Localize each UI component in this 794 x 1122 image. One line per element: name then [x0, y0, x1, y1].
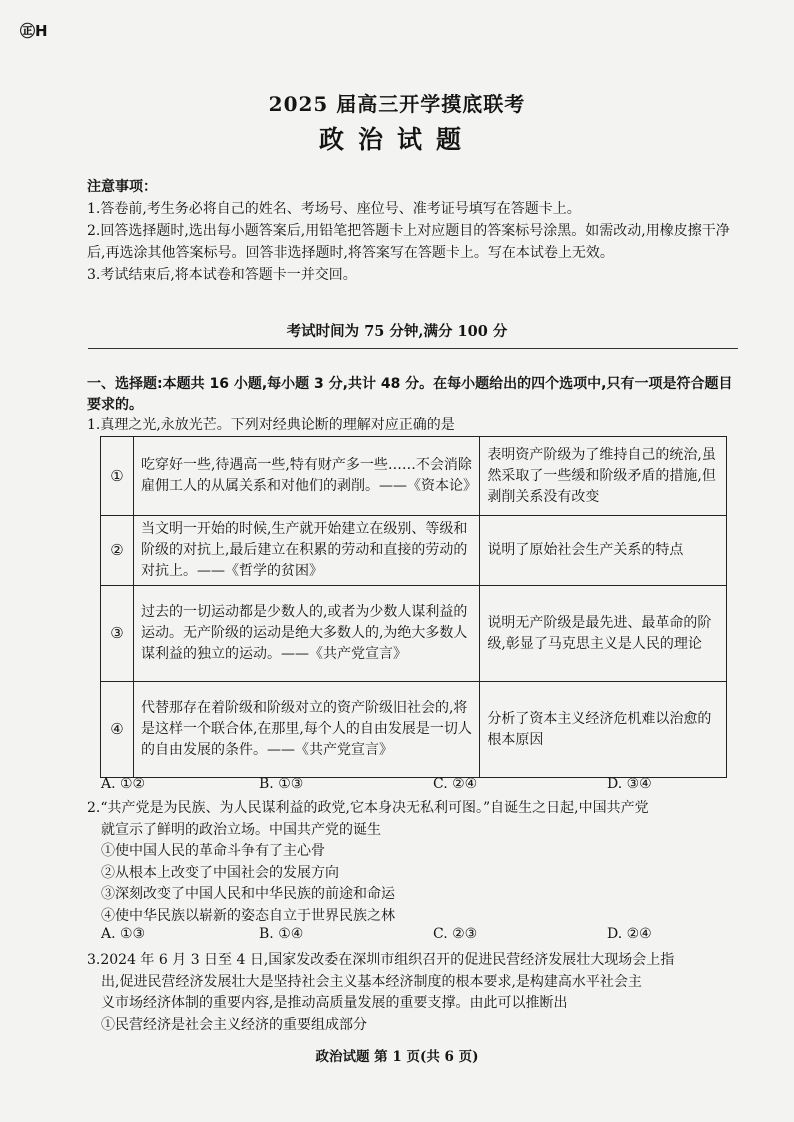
classic-quote: 过去的一切运动都是少数人的,或者为少数人谋利益的运动。无产阶级的运动是绝大多数人的,为绝大多数人谋利益的独立的运动。——《共产党宣言》	[133, 586, 479, 682]
row-number: ②	[101, 516, 134, 586]
classic-quote: 吃穿好一些,待遇高一些,特有财产多一些……不会消除雇佣工人的从属关系和对他们的剥削。——《资本论》	[133, 437, 479, 516]
interpretation: 说明了原始社会生产关系的特点	[480, 516, 727, 586]
option-a: A. ①③	[101, 926, 146, 942]
question-1-options	[101, 776, 731, 796]
interpretation: 分析了资本主义经济危机难以治愈的根本原因	[480, 682, 727, 778]
choice-item: ①民营经济是社会主义经济的重要组成部分	[101, 1016, 367, 1033]
notes-section	[87, 176, 733, 286]
section-heading: 一、选择题:本题共 16 小题,每小题 3 分,共计 48 分。在每小题给出的四个选项中,只有一项是符合题目要求的。	[87, 376, 733, 413]
exam-title: 2025 届高三开学摸底联考	[268, 92, 526, 116]
question-1-stem: 1.真理之光,永放光芒。下列对经典论断的理解对应正确的是	[87, 417, 455, 433]
divider	[88, 348, 738, 349]
row-number: ④	[101, 682, 134, 778]
interpretation: 表明资产阶级为了维持自己的统治,虽然采取了一些缓和阶级矛盾的措施,但剥削关系没有改变	[480, 437, 727, 516]
question-1-table	[100, 436, 727, 778]
option-d: D. ③④	[607, 776, 652, 792]
table-row	[101, 437, 727, 516]
question-2-options	[101, 926, 731, 946]
note-item: 3.考试结束后,将本试卷和答题卡一并交回。	[87, 267, 357, 283]
option-b: B. ①④	[259, 926, 304, 942]
table-row	[101, 586, 727, 682]
note-item: 2.回答选择题时,选出每小题答案后,用铅笔把答题卡上对应题目的答案标号涂黑。如需改动,用橡皮擦干净后,再选涂其他答案标号。回答非选择题时,将答案写在答题卡上。写在本试卷上无效。	[87, 223, 730, 261]
question-3-line: 3.2024 年 6 月 3 日至 4 日,国家发改委在深圳市组织召开的促进民营经济发展壮大现场会上指	[87, 952, 675, 968]
choice-item: ④使中华民族以崭新的姿态自立于世界民族之林	[101, 907, 395, 924]
option-a: A. ①②	[101, 776, 146, 792]
question-2	[87, 798, 733, 927]
option-c: C. ②④	[433, 776, 478, 792]
question-2-line: 2.“共产党是为民族、为人民谋利益的政党,它本身决无私利可图。”自诞生之日起,中国共产党	[87, 800, 649, 816]
choice-item: ①使中国人民的革命斗争有了主心骨	[101, 843, 325, 859]
row-number: ③	[101, 586, 134, 682]
option-c: C. ②③	[433, 926, 478, 942]
table-row	[101, 682, 727, 778]
page-footer: 政治试题 第 1 页(共 6 页)	[315, 1049, 479, 1065]
notes-heading: 注意事项：	[87, 179, 157, 195]
question-2-line: 就宣示了鲜明的政治立场。中国共产党的诞生	[101, 821, 381, 838]
subject-title: 政治试题	[318, 125, 475, 154]
table-row	[101, 516, 727, 586]
interpretation: 说明无产阶级是最先进、最革命的阶级,彰显了马克思主义是人民的理论	[480, 586, 727, 682]
note-item: 1.答卷前,考生务必将自己的姓名、考场号、座位号、准考证号填写在答题卡上。	[87, 201, 581, 217]
classic-quote: 代替那存在着阶级和阶级对立的资产阶级旧社会的,将是这样一个联合体,在那里,每个人的自由发展是一切人的自由发展的条件。——《共产党宣言》	[133, 682, 479, 778]
exam-time: 考试时间为 75 分钟,满分 100 分	[286, 323, 508, 340]
choice-item: ③深刻改变了中国人民和中华民族的前途和命运	[101, 886, 395, 902]
option-d: D. ②④	[607, 926, 652, 942]
row-number: ①	[101, 437, 134, 516]
choice-item: ②从根本上改变了中国社会的发展方向	[101, 864, 339, 881]
option-b: B. ①③	[259, 776, 304, 792]
classic-quote: 当文明一开始的时候,生产就开始建立在级别、等级和阶级的对抗上,最后建立在积累的劳动和直接的劳动的对抗上。——《哲学的贫困》	[133, 516, 479, 586]
corner-mark: ㊣H	[20, 22, 48, 40]
question-3-line: 义市场经济体制的重要内容,是推动高质量发展的重要支撑。由此可以推断出	[101, 995, 568, 1011]
question-3	[87, 950, 733, 1036]
question-3-line: 出,促进民营经济发展壮大是坚持社会主义基本经济制度的根本要求,是构建高水平社会主	[101, 973, 642, 990]
